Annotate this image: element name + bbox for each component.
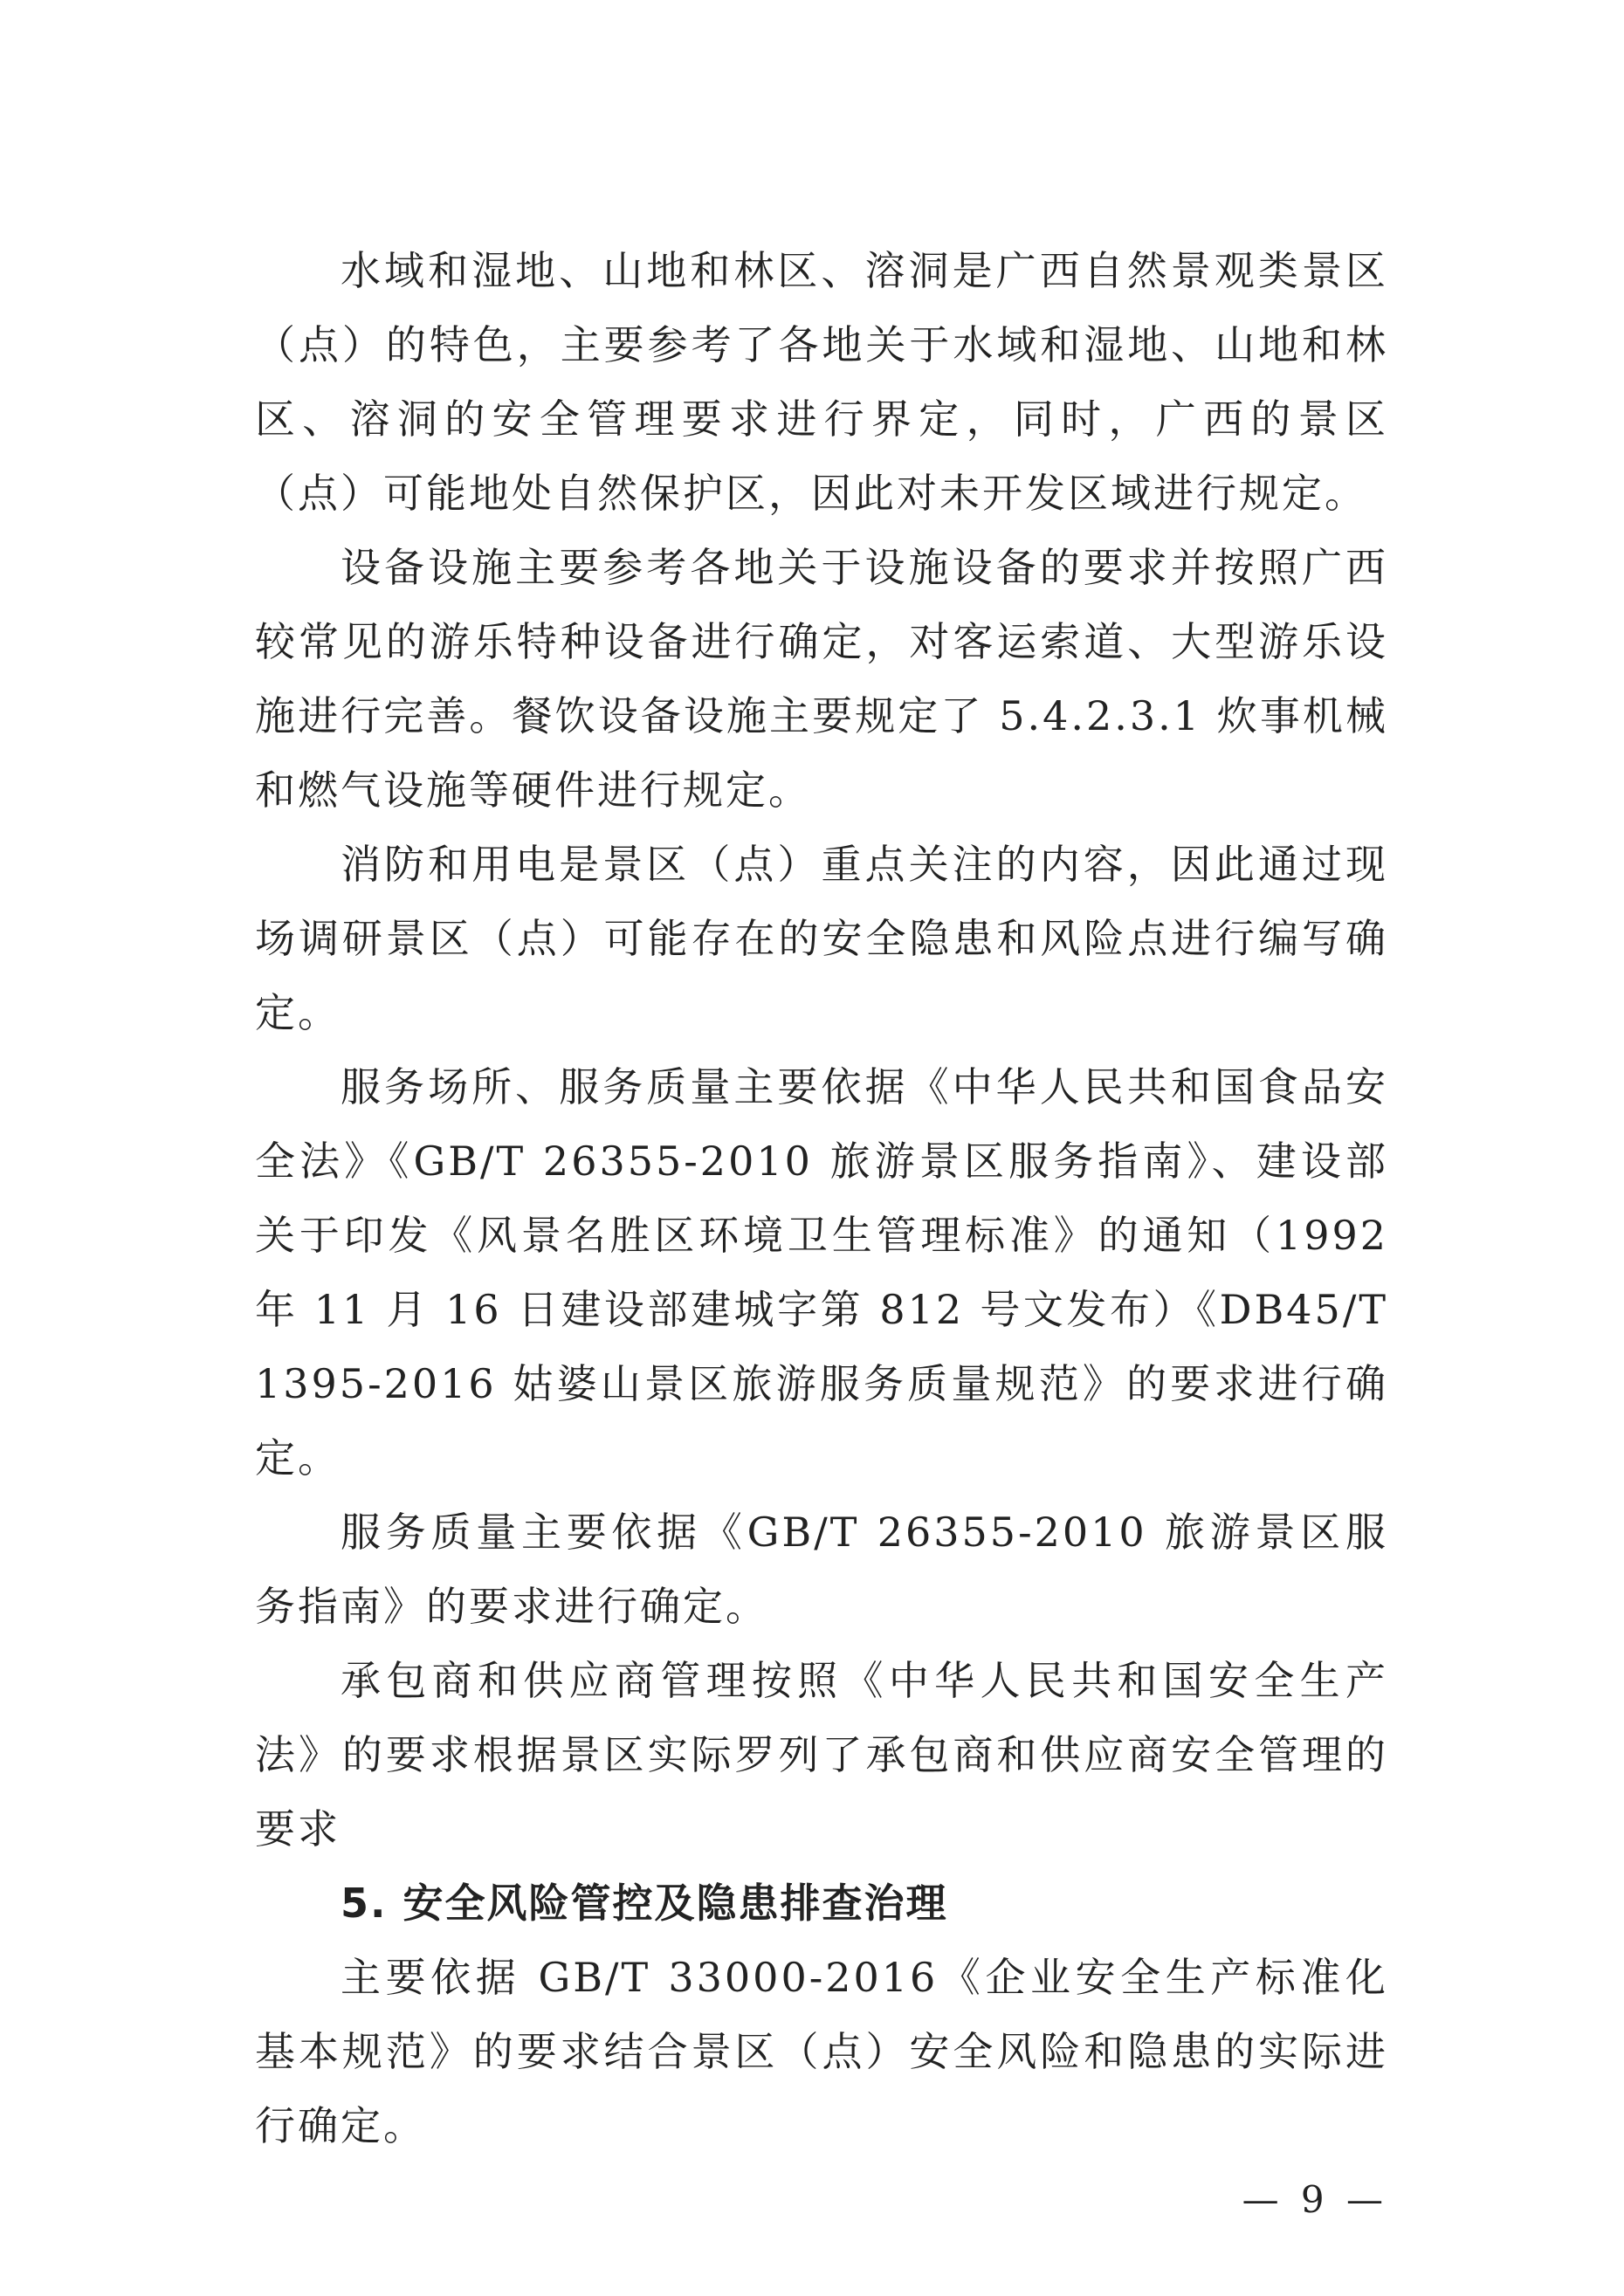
paragraph-service-quality: 服务质量主要依据《GB/T 26355-2010 旅游景区服务指南》的要求进行确定。 — [255, 1509, 1388, 1630]
paragraph-service-venues: 服务场所、服务质量主要依据《中华人民共和国食品安全法》《GB/T 26355-2010 旅游景区服务指南》、建设部关于印发《风景名胜区环境卫生管理标准》的通知（1992 年 11 月 16 日建设部建城字第 812 号文发布）《DB45/T 1395-2016 姑婆山景区旅游服务质量规范》的要求进行确定。 — [255, 1063, 1388, 1481]
paragraph-fire-electricity: 消防和用电是景区（点）重点关注的内容，因此通过现场调研景区（点）可能存在的安全隐患和风险点进行编写确定。 — [255, 841, 1388, 1036]
page-number: — 9 — — [1242, 2178, 1388, 2221]
paragraph-risk-control: 主要依据 GB/T 33000-2016《企业安全生产标准化基本规范》的要求结合景区（点）安全风险和隐患的实际进行确定。 — [255, 1954, 1388, 2149]
paragraph-contractors: 承包商和供应商管理按照《中华人民共和国安全生产法》的要求根据景区实际罗列了承包商和供应商安全管理的要求 — [255, 1657, 1388, 1853]
section-heading: 5. 安全风险管控及隐患排查治理 — [341, 1880, 948, 1927]
paragraph-equipment-facilities: 设备设施主要参考各地关于设施设备的要求并按照广西较常见的游乐特种设备进行确定，对客运索道、大型游乐设施进行完善。餐饮设备设施主要规定了 5.4.2.3.1 炊事机械和燃气设施等硬件进行规定。 — [255, 544, 1388, 814]
document-body — [255, 234, 1388, 2163]
paragraph-natural-landscape: 水域和湿地、山地和林区、溶洞是广西自然景观类景区（点）的特色，主要参考了各地关于水域和湿地、山地和林区、溶洞的安全管理要求进行界定，同时，广西的景区（点）可能地处自然保护区，因此对未开发区域进行规定。 — [255, 247, 1388, 517]
